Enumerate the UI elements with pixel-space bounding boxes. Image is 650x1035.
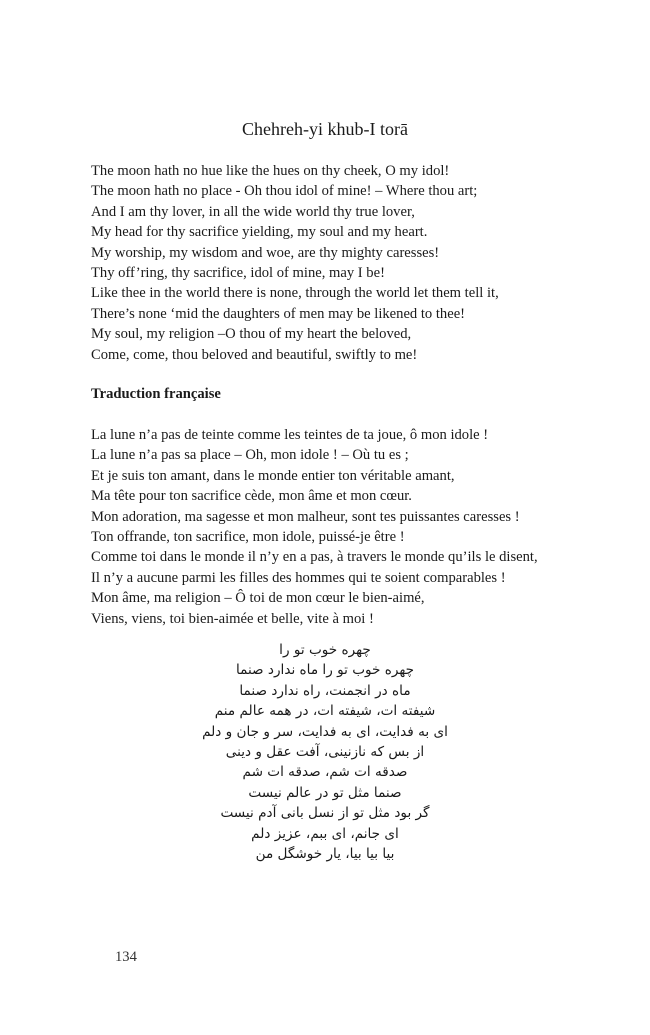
page-number: 134: [115, 949, 137, 965]
english-line: And I am thy lover, in all the wide world thy true lover,: [91, 203, 415, 220]
english-line: The moon hath no place - Oh thou idol of mine! – Where thou art;: [91, 183, 478, 200]
french-line: Ma tête pour ton sacrifice cède, mon âme et mon cœur.: [91, 488, 412, 505]
persian-line: شیفته ات، شیفته ات، در همه عالم منم: [214, 703, 436, 720]
english-line: My head for thy sacrifice yielding, my soul and my heart.: [91, 224, 428, 241]
persian-line: ای به فدایت، ای به فدایت، سر و جان و دلم: [202, 723, 448, 740]
french-line: La lune n’a pas de teinte comme les teintes de ta joue, ô mon idole !: [91, 427, 489, 443]
persian-line: صنما مثل تو در عالم نیست: [248, 784, 402, 801]
persian-line: صدقه ات شم، صدقه ات شم: [242, 764, 408, 781]
french-line: Comme toi dans le monde il n’y en a pas, à travers le monde qu’ils le disent,: [91, 549, 538, 566]
french-line: Et je suis ton amant, dans le monde entier ton véritable amant,: [91, 467, 455, 484]
french-line: Il n’y a aucune parmi les filles des hommes qui te soient comparables !: [91, 569, 506, 586]
french-line: Mon âme, ma religion – Ô toi de mon cœur le bien-aimé,: [91, 590, 425, 607]
french-translation: [91, 425, 571, 629]
persian-line: ماه در انجمنت، راه ندارد صنما: [239, 682, 411, 699]
persian-line: چهره خوب تو را: [279, 642, 371, 658]
english-line: My soul, my religion –O thou of my heart the beloved,: [91, 326, 412, 343]
persian-original: [0, 640, 650, 864]
french-heading: Traduction française: [91, 386, 221, 402]
persian-line: ای جانم، ای ببم، عزیز دلم: [251, 825, 399, 842]
english-line: Come, come, thou beloved and beautiful, swiftly to me!: [91, 346, 418, 363]
persian-line: از بس که نازنینی، آفت عقل و دینی: [225, 744, 425, 761]
poem-title: Chehreh-yi khub-I torā: [242, 119, 408, 139]
english-line: There’s none ‘mid the daughters of men may be likened to thee!: [91, 305, 466, 322]
english-line: The moon hath no hue like the hues on thy cheek, O my idol!: [91, 163, 450, 179]
english-line: Thy off’ring, thy sacrifice, idol of mine, may I be!: [91, 265, 385, 282]
persian-line: چهره خوب تو را ماه ندارد صنما: [235, 662, 415, 679]
french-line: Viens, viens, toi bien-aimée et belle, vite à moi !: [91, 610, 374, 627]
french-line: Ton offrande, ton sacrifice, mon idole, puissé-je être !: [91, 529, 405, 546]
french-line: Mon adoration, ma sagesse et mon malheur, sont tes puissantes caresses !: [91, 508, 520, 525]
english-line: Like thee in the world there is none, through the world let them tell it,: [91, 285, 499, 302]
french-line: La lune n’a pas sa place – Oh, mon idole ! – Où tu es ;: [91, 447, 409, 464]
persian-line: گر بود مثل تو از نسل بانی آدم نیست: [220, 805, 430, 822]
english-translation: [91, 161, 571, 365]
persian-line: بیا بیا بیا، یار خوشگل من: [255, 846, 395, 863]
english-line: My worship, my wisdom and woe, are thy mighty caresses!: [91, 244, 440, 261]
